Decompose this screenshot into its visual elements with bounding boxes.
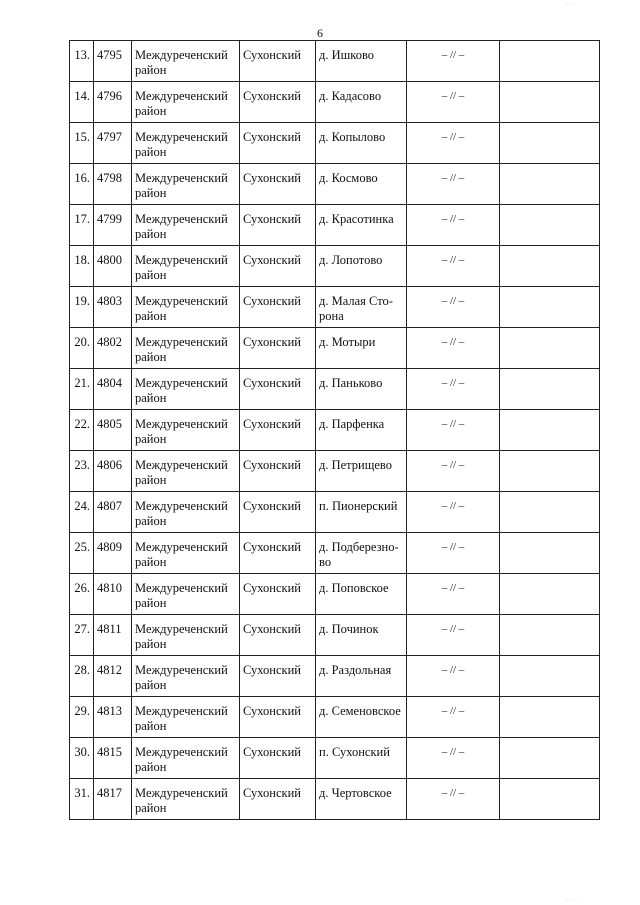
row-status-cell: – // –	[407, 41, 500, 82]
table-row	[70, 123, 600, 164]
row-locality-cell: д. Поповское	[316, 574, 407, 615]
row-status-cell: – // –	[407, 615, 500, 656]
row-locality-cell: д. Мотыри	[316, 328, 407, 369]
row-locality-cell: д. Кадасово	[316, 82, 407, 123]
row-settlement-cell: Сухонский	[240, 615, 316, 656]
row-locality-cell: д. Парфенка	[316, 410, 407, 451]
row-locality-cell: д. Чертовское	[316, 779, 407, 820]
table-row	[70, 287, 600, 328]
table-row	[70, 205, 600, 246]
row-status-cell: – // –	[407, 492, 500, 533]
table-row	[70, 533, 600, 574]
row-locality-cell: д. Малая Сто-рона	[316, 287, 407, 328]
row-district-cell: Междуреченский район	[132, 656, 240, 697]
row-code-cell: 4810	[94, 574, 132, 615]
row-settlement-cell: Сухонский	[240, 697, 316, 738]
row-number-cell: 15.	[70, 123, 94, 164]
row-district-cell: Междуреченский район	[132, 246, 240, 287]
row-extra-cell	[500, 369, 600, 410]
row-code-cell: 4806	[94, 451, 132, 492]
row-locality-cell: д. Раздольная	[316, 656, 407, 697]
row-settlement-cell: Сухонский	[240, 533, 316, 574]
row-number-cell: 26.	[70, 574, 94, 615]
row-code-cell: 4804	[94, 369, 132, 410]
table-row	[70, 451, 600, 492]
row-number-cell: 20.	[70, 328, 94, 369]
row-status-cell: – // –	[407, 738, 500, 779]
row-locality-cell: д. Петрищево	[316, 451, 407, 492]
row-extra-cell	[500, 492, 600, 533]
row-extra-cell	[500, 615, 600, 656]
row-number-cell: 28.	[70, 656, 94, 697]
row-number-cell: 25.	[70, 533, 94, 574]
row-code-cell: 4809	[94, 533, 132, 574]
row-settlement-cell: Сухонский	[240, 369, 316, 410]
row-district-cell: Междуреченский район	[132, 738, 240, 779]
row-locality-cell: д. Копылово	[316, 123, 407, 164]
row-district-cell: Междуреченский район	[132, 492, 240, 533]
row-extra-cell	[500, 779, 600, 820]
row-status-cell: – // –	[407, 369, 500, 410]
row-code-cell: 4805	[94, 410, 132, 451]
row-settlement-cell: Сухонский	[240, 328, 316, 369]
row-extra-cell	[500, 656, 600, 697]
row-locality-cell: д. Семеновское	[316, 697, 407, 738]
table-row	[70, 492, 600, 533]
row-extra-cell	[500, 287, 600, 328]
table-row	[70, 656, 600, 697]
table-row	[70, 41, 600, 82]
row-settlement-cell: Сухонский	[240, 779, 316, 820]
row-settlement-cell: Сухонский	[240, 123, 316, 164]
row-locality-cell: д. Подберезно-во	[316, 533, 407, 574]
row-locality-cell: д. Космово	[316, 164, 407, 205]
row-settlement-cell: Сухонский	[240, 738, 316, 779]
row-number-cell: 30.	[70, 738, 94, 779]
row-status-cell: – // –	[407, 205, 500, 246]
row-extra-cell	[500, 574, 600, 615]
row-district-cell: Междуреченский район	[132, 82, 240, 123]
row-number-cell: 22.	[70, 410, 94, 451]
row-extra-cell	[500, 123, 600, 164]
table-row	[70, 738, 600, 779]
row-number-cell: 14.	[70, 82, 94, 123]
row-settlement-cell: Сухонский	[240, 246, 316, 287]
row-code-cell: 4803	[94, 287, 132, 328]
row-district-cell: Междуреченский район	[132, 287, 240, 328]
row-status-cell: – // –	[407, 451, 500, 492]
table-body	[70, 41, 600, 820]
row-extra-cell	[500, 205, 600, 246]
row-district-cell: Междуреченский район	[132, 164, 240, 205]
row-status-cell: – // –	[407, 164, 500, 205]
row-settlement-cell: Сухонский	[240, 410, 316, 451]
row-status-cell: – // –	[407, 656, 500, 697]
row-number-cell: 17.	[70, 205, 94, 246]
row-code-cell: 4796	[94, 82, 132, 123]
table-row	[70, 328, 600, 369]
row-status-cell: – // –	[407, 246, 500, 287]
row-code-cell: 4817	[94, 779, 132, 820]
row-district-cell: Междуреченский район	[132, 451, 240, 492]
row-settlement-cell: Сухонский	[240, 451, 316, 492]
row-code-cell: 4807	[94, 492, 132, 533]
row-code-cell: 4800	[94, 246, 132, 287]
row-settlement-cell: Сухонский	[240, 82, 316, 123]
row-locality-cell: д. Паньково	[316, 369, 407, 410]
table-row	[70, 164, 600, 205]
row-locality-cell: п. Сухонский	[316, 738, 407, 779]
row-extra-cell	[500, 41, 600, 82]
row-number-cell: 16.	[70, 164, 94, 205]
row-code-cell: 4813	[94, 697, 132, 738]
table-row	[70, 574, 600, 615]
row-locality-cell: д. Починок	[316, 615, 407, 656]
row-settlement-cell: Сухонский	[240, 41, 316, 82]
row-settlement-cell: Сухонский	[240, 656, 316, 697]
row-district-cell: Междуреченский район	[132, 615, 240, 656]
row-status-cell: – // –	[407, 533, 500, 574]
registry-table	[69, 40, 600, 820]
row-code-cell: 4812	[94, 656, 132, 697]
row-extra-cell	[500, 738, 600, 779]
scan-mark-top: · · ·	[566, 2, 576, 9]
row-settlement-cell: Сухонский	[240, 287, 316, 328]
row-locality-cell: п. Пионерский	[316, 492, 407, 533]
row-status-cell: – // –	[407, 410, 500, 451]
table-row	[70, 615, 600, 656]
table-row	[70, 246, 600, 287]
row-locality-cell: д. Ишково	[316, 41, 407, 82]
table-row	[70, 697, 600, 738]
row-extra-cell	[500, 82, 600, 123]
table-row	[70, 779, 600, 820]
row-district-cell: Междуреченский район	[132, 205, 240, 246]
row-number-cell: 31.	[70, 779, 94, 820]
row-extra-cell	[500, 246, 600, 287]
row-number-cell: 21.	[70, 369, 94, 410]
row-number-cell: 13.	[70, 41, 94, 82]
row-extra-cell	[500, 451, 600, 492]
row-settlement-cell: Сухонский	[240, 574, 316, 615]
row-district-cell: Междуреченский район	[132, 41, 240, 82]
row-extra-cell	[500, 164, 600, 205]
table-row	[70, 369, 600, 410]
row-district-cell: Междуреченский район	[132, 533, 240, 574]
row-district-cell: Междуреченский район	[132, 328, 240, 369]
scan-mark-bottom: · · · ·	[566, 898, 580, 905]
row-district-cell: Междуреченский район	[132, 123, 240, 164]
row-status-cell: – // –	[407, 574, 500, 615]
row-extra-cell	[500, 697, 600, 738]
row-district-cell: Междуреченский район	[132, 574, 240, 615]
row-status-cell: – // –	[407, 328, 500, 369]
row-code-cell: 4797	[94, 123, 132, 164]
row-status-cell: – // –	[407, 123, 500, 164]
page-number: 6	[317, 26, 323, 40]
row-settlement-cell: Сухонский	[240, 492, 316, 533]
row-number-cell: 29.	[70, 697, 94, 738]
row-status-cell: – // –	[407, 697, 500, 738]
row-district-cell: Междуреченский район	[132, 697, 240, 738]
row-status-cell: – // –	[407, 82, 500, 123]
row-code-cell: 4799	[94, 205, 132, 246]
row-number-cell: 18.	[70, 246, 94, 287]
row-code-cell: 4802	[94, 328, 132, 369]
row-settlement-cell: Сухонский	[240, 164, 316, 205]
row-code-cell: 4811	[94, 615, 132, 656]
row-district-cell: Междуреченский район	[132, 410, 240, 451]
row-district-cell: Междуреченский район	[132, 369, 240, 410]
row-number-cell: 27.	[70, 615, 94, 656]
row-district-cell: Междуреченский район	[132, 779, 240, 820]
row-extra-cell	[500, 410, 600, 451]
row-settlement-cell: Сухонский	[240, 205, 316, 246]
row-extra-cell	[500, 533, 600, 574]
row-locality-cell: д. Лопотово	[316, 246, 407, 287]
row-code-cell: 4798	[94, 164, 132, 205]
row-number-cell: 24.	[70, 492, 94, 533]
table-row	[70, 82, 600, 123]
row-code-cell: 4795	[94, 41, 132, 82]
row-number-cell: 23.	[70, 451, 94, 492]
row-code-cell: 4815	[94, 738, 132, 779]
row-status-cell: – // –	[407, 287, 500, 328]
row-number-cell: 19.	[70, 287, 94, 328]
row-locality-cell: д. Красотинка	[316, 205, 407, 246]
table-row	[70, 410, 600, 451]
row-extra-cell	[500, 328, 600, 369]
row-status-cell: – // –	[407, 779, 500, 820]
